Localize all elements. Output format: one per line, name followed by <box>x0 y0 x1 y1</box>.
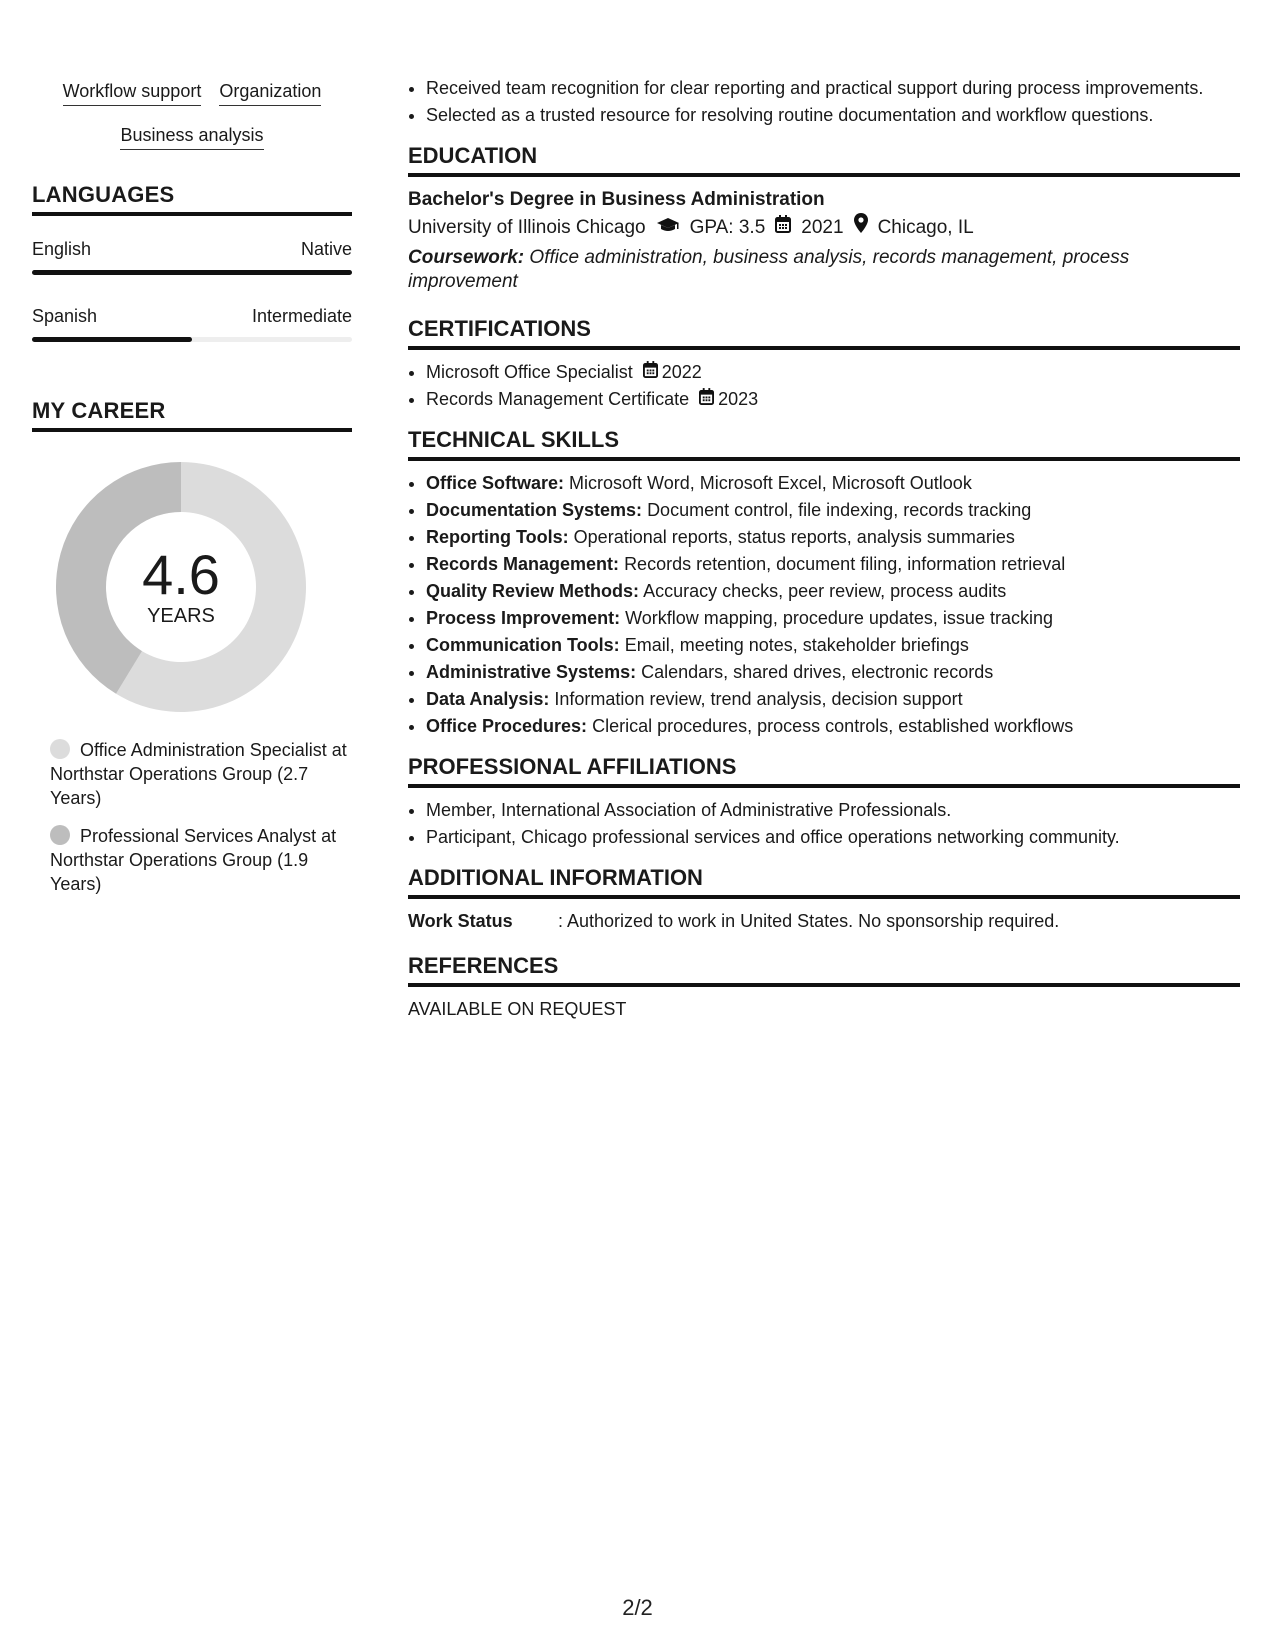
donut-center <box>56 462 306 712</box>
work-status-label: Work Status <box>408 911 513 931</box>
main-content <box>408 76 1240 1021</box>
career-total-years: 4.6 <box>142 543 220 606</box>
tag-row <box>32 80 352 106</box>
coursework-label: Coursework: <box>408 247 525 268</box>
gpa: GPA: 3.5 <box>689 216 766 238</box>
career-total-unit: YEARS <box>147 605 215 627</box>
skill-item <box>426 552 1240 576</box>
skill-text: Workflow mapping, procedure updates, issue tracking <box>625 608 1053 628</box>
skill-text: Information review, trend analysis, decision support <box>554 689 963 709</box>
tag-row <box>32 124 352 150</box>
skill-item <box>426 606 1240 630</box>
legend-dot-icon <box>50 825 70 845</box>
skill-item <box>426 633 1240 657</box>
coursework <box>408 246 1240 294</box>
skill-item <box>426 687 1240 711</box>
certification-name: • Microsoft Office Specialist <box>426 362 633 382</box>
skill-tag: Organization <box>219 80 321 106</box>
certifications-heading: CERTIFICATIONS <box>408 316 1240 350</box>
skill-label: Data Analysis: <box>426 689 550 709</box>
references-heading: REFERENCES <box>408 953 1240 987</box>
achievements-list <box>408 76 1240 127</box>
page-number: 2/2 <box>622 1595 653 1620</box>
career-legend-item <box>50 738 352 810</box>
skill-item <box>426 660 1240 684</box>
education-meta <box>408 213 1240 242</box>
work-status-row <box>408 909 1240 933</box>
language-bar <box>32 270 352 275</box>
calendar-icon <box>643 360 658 384</box>
language-level: Intermediate <box>251 306 352 326</box>
technical-skills-list <box>408 471 1240 738</box>
career-donut <box>56 462 306 712</box>
skill-text: Records retention, document filing, information retrieval <box>624 554 1066 574</box>
coursework-text: Office administration, business analysis, records management, process improvement <box>408 247 1130 292</box>
affiliations-heading: PROFESSIONAL AFFILIATIONS <box>408 754 1240 788</box>
skill-label: Office Procedures: <box>426 716 588 736</box>
skill-text: Document control, file indexing, records tracking <box>647 500 1032 520</box>
languages-section <box>32 182 352 342</box>
language-bar-fill <box>32 337 192 342</box>
career-heading: MY CAREER <box>32 398 352 432</box>
location-pin-icon <box>854 213 868 242</box>
achievement-item: • Received team recognition for clear reporting and practical support during process improvements. <box>426 76 1240 100</box>
affiliation-item: • Participant, Chicago professional services and office operations networking community. <box>426 825 1240 849</box>
skill-text: Calendars, shared drives, electronic records <box>641 662 994 682</box>
skill-text: Accuracy checks, peer review, process audits <box>643 581 1007 601</box>
degree-title: Bachelor's Degree in Business Administration <box>408 189 825 210</box>
career-item-text: Office Administration Specialist at Northstar Operations Group (2.7 Years) <box>50 740 347 808</box>
language-bar <box>32 337 352 342</box>
technical-skills-section <box>408 427 1240 738</box>
education-section <box>408 143 1240 294</box>
language-level: Native <box>300 239 352 259</box>
certification-name: • Records Management Certificate <box>426 389 690 409</box>
skill-label: Documentation Systems: <box>426 500 643 520</box>
certification-year: 2023 <box>718 389 759 409</box>
career-section <box>32 398 352 896</box>
calendar-icon <box>699 387 714 411</box>
skill-label: Administrative Systems: <box>426 662 637 682</box>
affiliation-item: • Member, International Association of Administrative Professionals. <box>426 798 1240 822</box>
skill-label: Records Management: <box>426 554 620 574</box>
education-heading: EDUCATION <box>408 143 1240 177</box>
graduation-year: 2021 <box>801 216 844 238</box>
skill-item <box>426 579 1240 603</box>
skill-text: Operational reports, status reports, analysis summaries <box>573 527 1015 547</box>
technical-skills-heading: TECHNICAL SKILLS <box>408 427 1240 461</box>
certification-item <box>426 387 1240 411</box>
skill-text: Email, meeting notes, stakeholder briefings <box>624 635 969 655</box>
skill-text: Clerical procedures, process controls, established workflows <box>592 716 1074 736</box>
skill-item <box>426 525 1240 549</box>
language-name: Spanish <box>32 306 98 326</box>
skill-item <box>426 714 1240 738</box>
skill-tags <box>32 80 352 150</box>
skill-label: Process Improvement: <box>426 608 621 628</box>
affiliations-section <box>408 754 1240 849</box>
skill-tag: Workflow support <box>63 80 202 106</box>
skill-label: Reporting Tools: <box>426 527 569 547</box>
certifications-section <box>408 316 1240 411</box>
languages-heading: LANGUAGES <box>32 182 352 216</box>
legend-dot-icon <box>50 739 70 759</box>
language-name: English <box>32 239 92 259</box>
language-bar-fill <box>32 270 352 275</box>
sidebar <box>32 80 352 910</box>
skill-tag: Business analysis <box>120 124 263 150</box>
skill-label: Office Software: <box>426 473 565 493</box>
references-text: AVAILABLE ON REQUEST <box>408 999 627 1019</box>
work-status-value: : Authorized to work in United States. No sponsorship required. <box>558 911 1060 931</box>
calendar-icon <box>775 214 791 242</box>
achievement-item: • Selected as a trusted resource for resolving routine documentation and workflow questions. <box>426 103 1240 127</box>
additional-info-heading: ADDITIONAL INFORMATION <box>408 865 1240 899</box>
skill-label: Quality Review Methods: <box>426 581 640 601</box>
certifications-list <box>408 360 1240 411</box>
career-legend <box>32 738 352 896</box>
graduation-cap-icon <box>656 214 680 242</box>
language-item <box>32 238 352 275</box>
additional-info-section <box>408 865 1240 933</box>
skill-item <box>426 471 1240 495</box>
language-item <box>32 305 352 342</box>
affiliations-list <box>408 798 1240 849</box>
skill-label: Communication Tools: <box>426 635 620 655</box>
certification-year: 2022 <box>661 362 702 382</box>
career-item-text: Professional Services Analyst at Northstar Operations Group (1.9 Years) <box>50 826 337 894</box>
certification-item <box>426 360 1240 384</box>
skill-item <box>426 498 1240 522</box>
school-name: University of Illinois Chicago <box>408 216 646 238</box>
education-location: Chicago, IL <box>877 216 974 238</box>
skill-text: Microsoft Word, Microsoft Excel, Microsoft Outlook <box>569 473 972 493</box>
career-legend-item <box>50 824 352 896</box>
references-section <box>408 953 1240 1021</box>
